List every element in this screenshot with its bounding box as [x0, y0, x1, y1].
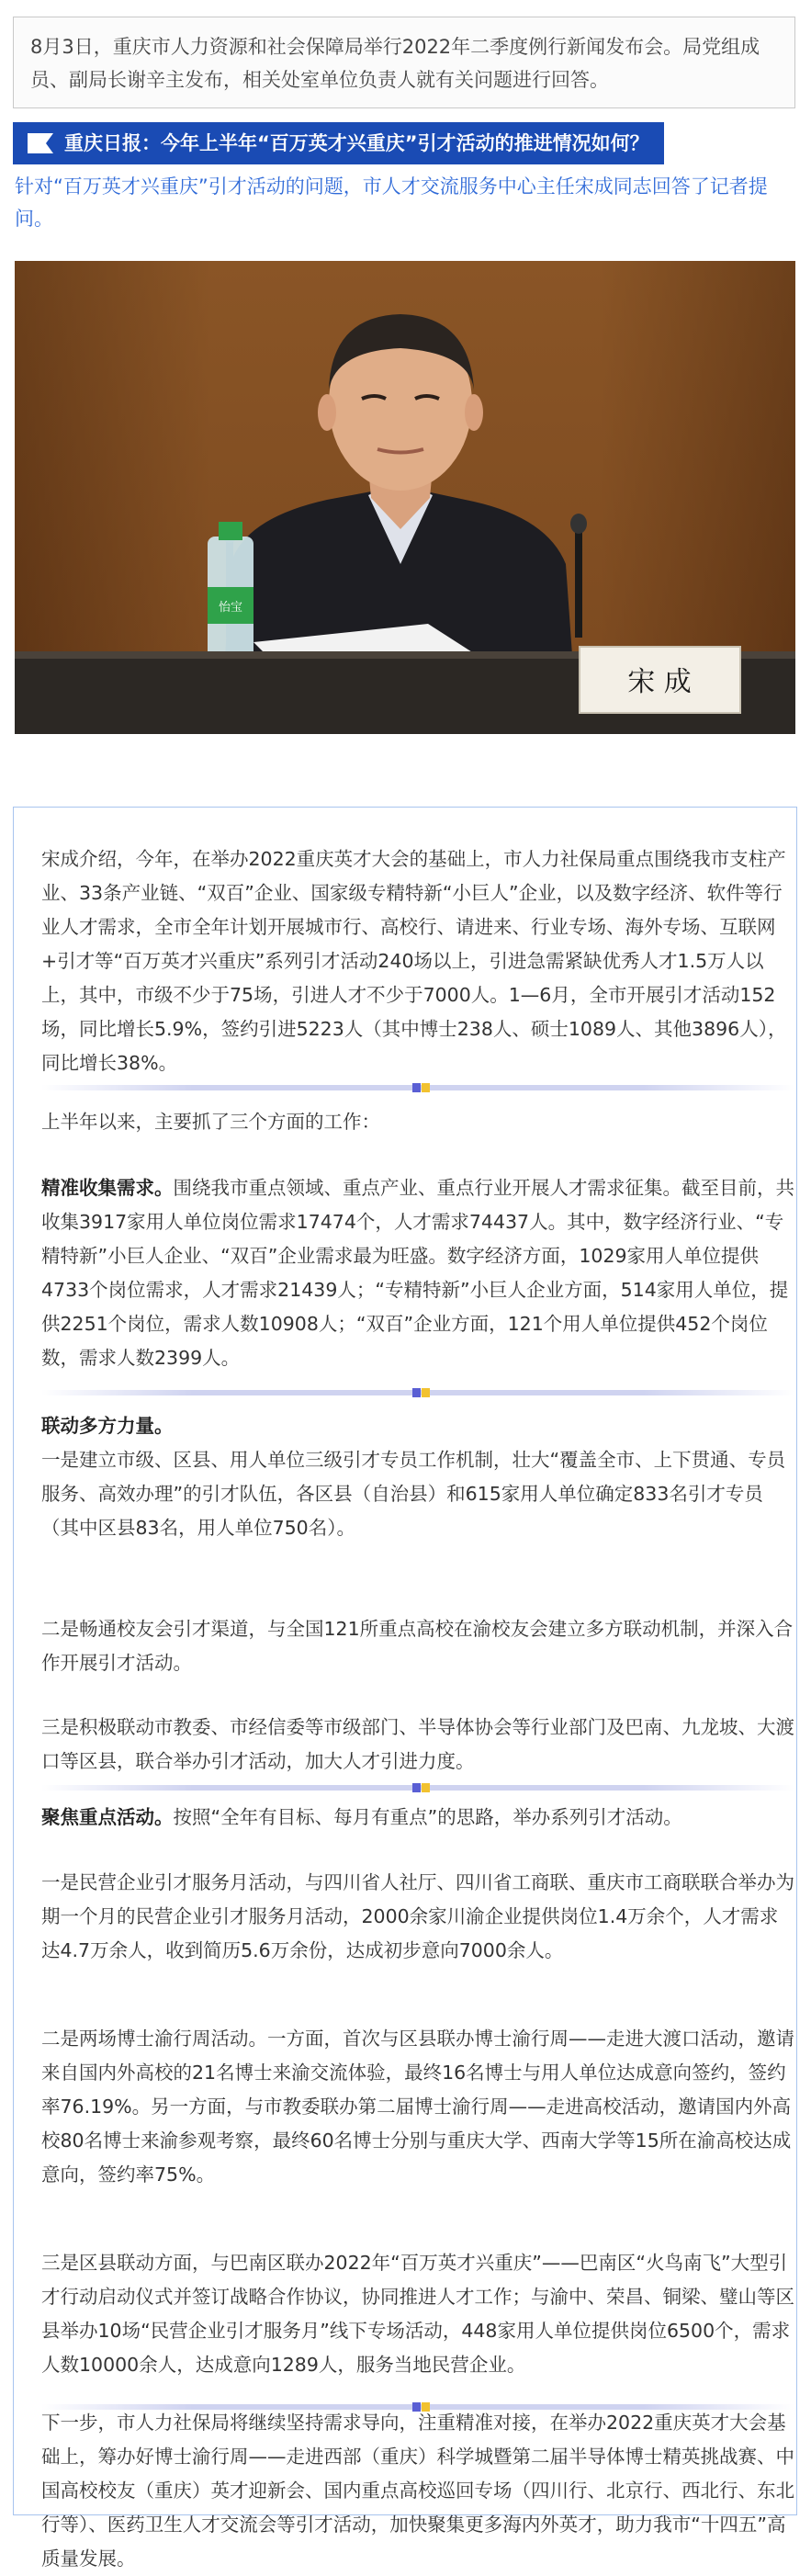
- bottle-label: 怡宝: [218, 601, 243, 615]
- section-demand-title: 精准收集需求。: [41, 1177, 174, 1199]
- section-linkage-item-2: 二是畅通校友会引才渠道，与全国121所重点高校在渝校友会建立多方联动机制，并深入合作开展引才活动。: [41, 1618, 794, 1674]
- section-linkage-item-3: 三是积极联动市教委、市经信委等市级部门、半导体协会等行业部门及巴南、九龙坡、大渡口等区县，联合举办引才活动，加大人才引进力度。: [41, 1716, 794, 1772]
- section-linkage-title: 联动多方力量。: [41, 1415, 174, 1437]
- section-divider: [41, 1085, 794, 1090]
- section-activities-item-3: 三是区县联动方面，与巴南区联办2022年“百万英才兴重庆”——巴南区“火鸟南飞”大型引才行动启动仪式并签订战略合作协议，协同推进人才工作；与渝中、荣昌、铜梁、璧山等区县举办10场“民营企业引才服务月”线下专场活动，448家用人单位提供岗位6500个，需求人数10000余人，达成意向1289人，服务当地民营企业。: [41, 2252, 794, 2376]
- section-activities-title: 聚焦重点活动。: [41, 1806, 174, 1828]
- section-linkage: [41, 1409, 794, 1545]
- section-divider: [41, 1390, 794, 1395]
- section-activities: [41, 1801, 794, 1835]
- section-linkage-item-1: 一是建立市级、区县、用人单位三级引才专员工作机制，壮大“覆盖全市、上下贯通、专员服务、高效办理”的引才队伍，各区县（自治县）和615家用人单位确定833名引才专员（其中区县83名，用人单位750名）。: [41, 1449, 786, 1539]
- flag-icon: [28, 133, 53, 153]
- paragraph-overview: 上半年以来，主要抓了三个方面的工作：: [41, 1111, 380, 1133]
- content-box: [13, 807, 797, 2570]
- intro-box: [13, 17, 795, 108]
- nameplate-text: 宋 成: [627, 666, 692, 698]
- section-activities-body: 按照“全年有目标、每月有重点”的思路，举办系列引才活动。: [173, 1806, 682, 1828]
- lead-paragraph: 针对“百万英才兴重庆”引才活动的问题，市人才交流服务中心主任宋成同志回答了记者提问。: [15, 175, 768, 230]
- question-text: 重庆日报：今年上半年“百万英才兴重庆”引才活动的推进情况如何？: [64, 132, 649, 154]
- section-demand-body: 围绕我市重点领域、重点产业、重点行业开展人才需求征集。截至目前，共收集3917家用人单位岗位需求17474个，人才需求74437人。其中，数字经济行业、“专精特新”小巨人企业、“双百”企业需求最为旺盛。数字经济方面，1029家用人单位提供4733个岗位需求，人才需求21439人；“专精特新”小巨人企业方面，514家用人单位，提供2251个岗位，需求人数10908人；“双百”企业方面，121个用人单位提供452个岗位数，需求人数2399人。: [41, 1177, 794, 1369]
- paragraph-next-steps: 下一步，市人力社保局将继续坚持需求导向，注重精准对接，在举办2022重庆英才大会基础上，筹办好博士渝行周——走进西部（重庆）科学城暨第二届半导体博士精英挑战赛、中国高校校友（重庆）英才迎新会、国内重点高校巡回专场（四川行、北京行、西北行、东北行等）、医药卫生人才交流会等引才活动，加快聚集更多海内外英才，助力我市“十四五”高质量发展。: [41, 2412, 794, 2570]
- section-divider: [41, 1785, 794, 1791]
- speaker-photo: [15, 261, 795, 734]
- speaker-photo-image: [15, 261, 795, 734]
- section-activities-item-2: 二是两场博士渝行周活动。一方面，首次与区县联办博士渝行周——走进大渡口活动，邀请来自国内外高校的21名博士来渝交流体验，最终16名博士与用人单位达成意向签约，签约率76.19%。另一方面，与市教委联办第二届博士渝行周——走进高校活动，邀请国内外高校80名博士来渝参观考察，最终60名博士分别与重庆大学、西南大学等15所在渝高校达成意向，签约率75%。: [41, 2028, 794, 2186]
- section-activities-item-1: 一是民营企业引才服务月活动，与四川省人社厅、四川省工商联、重庆市工商联联合举办为期一个月的民营企业引才服务月活动，2000余家川渝企业提供岗位1.4万余个，人才需求达4.7万余人，收到简历5.6万余份，达成初步意向7000余人。: [41, 1871, 794, 1961]
- section-demand: [41, 1171, 794, 1375]
- intro-text: 8月3日，重庆市人力资源和社会保障局举行2022年二季度例行新闻发布会。局党组成员、副局长谢辛主发布，相关处室单位负责人就有关问题进行回答。: [30, 36, 760, 91]
- paragraph-summary: 宋成介绍，今年，在举办2022重庆英才大会的基础上，市人力社保局重点围绕我市支柱产业、33条产业链、“双百”企业、国家级专精特新“小巨人”企业，以及数字经济、软件等行业人才需求，全市全年计划开展城市行、高校行、请进来、行业专场、海外专场、互联网+引才等“百万英才兴重庆”系列引才活动240场以上，引进急需紧缺优秀人才1.5万人以上，其中，市级不少于75场，引进人才不少于7000人。1—6月，全市开展引才活动152场，同比增长5.9%，签约引进5223人（其中博士238人、硕士1089人、其他3896人），同比增长38%。: [41, 848, 787, 1074]
- question-heading: [13, 122, 664, 164]
